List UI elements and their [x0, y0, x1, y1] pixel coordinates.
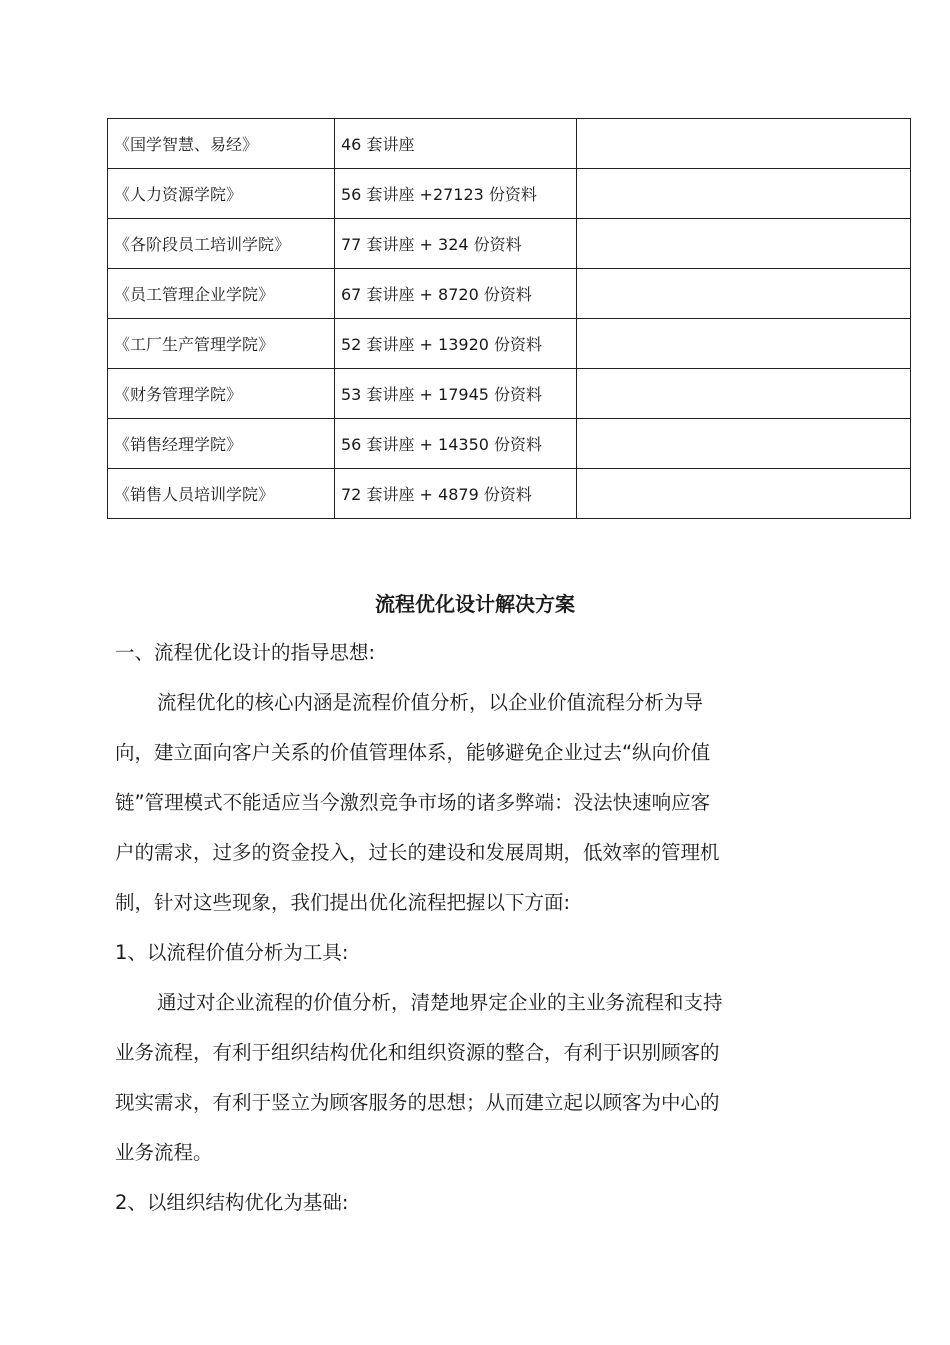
- course-content-cell: 46 套讲座: [335, 119, 577, 169]
- document-title: 流程优化设计解决方案: [375, 592, 575, 616]
- course-name-cell: 《销售经理学院》: [108, 419, 335, 469]
- empty-cell: [577, 369, 911, 419]
- paragraph-line: 业务流程，有利于组织结构优化和组织资源的整合，有利于识别顾客的: [115, 1041, 720, 1064]
- empty-cell: [577, 119, 911, 169]
- course-content-cell: 56 套讲座 + 14350 份资料: [335, 419, 577, 469]
- table-row: [108, 169, 911, 219]
- paragraph-line: 业务流程。: [115, 1141, 213, 1164]
- course-content-cell: 56 套讲座 +27123 份资料: [335, 169, 577, 219]
- table-row: [108, 469, 911, 519]
- paragraph-line: 户的需求，过多的资金投入，过长的建设和发展周期，低效率的管理机: [115, 841, 720, 864]
- paragraph-line: 通过对企业流程的价值分析，清楚地界定企业的主业务流程和支持: [157, 991, 723, 1014]
- paragraph-line: 现实需求，有利于竖立为顾客服务的思想；从而建立起以顾客为中心的: [115, 1091, 720, 1114]
- course-content-cell: 72 套讲座 + 4879 份资料: [335, 469, 577, 519]
- empty-cell: [577, 269, 911, 319]
- course-name-cell: 《工厂生产管理学院》: [108, 319, 335, 369]
- section-heading: 一、流程优化设计的指导思想:: [115, 641, 376, 664]
- subsection-heading: 1、以流程价值分析为工具:: [115, 941, 349, 964]
- course-content-cell: 67 套讲座 + 8720 份资料: [335, 269, 577, 319]
- course-content-cell: 52 套讲座 + 13920 份资料: [335, 319, 577, 369]
- table-row: [108, 319, 911, 369]
- paragraph-line: 制，针对这些现象，我们提出优化流程把握以下方面:: [115, 891, 571, 914]
- subsection-heading: 2、以组织结构优化为基础:: [115, 1191, 349, 1214]
- course-name-cell: 《财务管理学院》: [108, 369, 335, 419]
- paragraph-line: 流程优化的核心内涵是流程价值分析，以企业价值流程分析为导: [157, 691, 704, 714]
- empty-cell: [577, 219, 911, 269]
- course-content-cell: 77 套讲座 + 324 份资料: [335, 219, 577, 269]
- course-name-cell: 《员工管理企业学院》: [108, 269, 335, 319]
- course-name-cell: 《各阶段员工培训学院》: [108, 219, 335, 269]
- empty-cell: [577, 319, 911, 369]
- table-row: [108, 119, 911, 169]
- table-row: [108, 269, 911, 319]
- table-row: [108, 369, 911, 419]
- table-row: [108, 419, 911, 469]
- course-name-cell: 《国学智慧、易经》: [108, 119, 335, 169]
- paragraph-line: 链”管理模式不能适应当今激烈竞争市场的诸多弊端：没法快速响应客: [115, 791, 711, 814]
- table-row: [108, 219, 911, 269]
- paragraph-line: 向，建立面向客户关系的价值管理体系，能够避免企业过去“纵向价值: [115, 741, 711, 764]
- empty-cell: [577, 469, 911, 519]
- course-catalog-table: [107, 118, 911, 519]
- course-name-cell: 《销售人员培训学院》: [108, 469, 335, 519]
- course-content-cell: 53 套讲座 + 17945 份资料: [335, 369, 577, 419]
- empty-cell: [577, 419, 911, 469]
- course-name-cell: 《人力资源学院》: [108, 169, 335, 219]
- empty-cell: [577, 169, 911, 219]
